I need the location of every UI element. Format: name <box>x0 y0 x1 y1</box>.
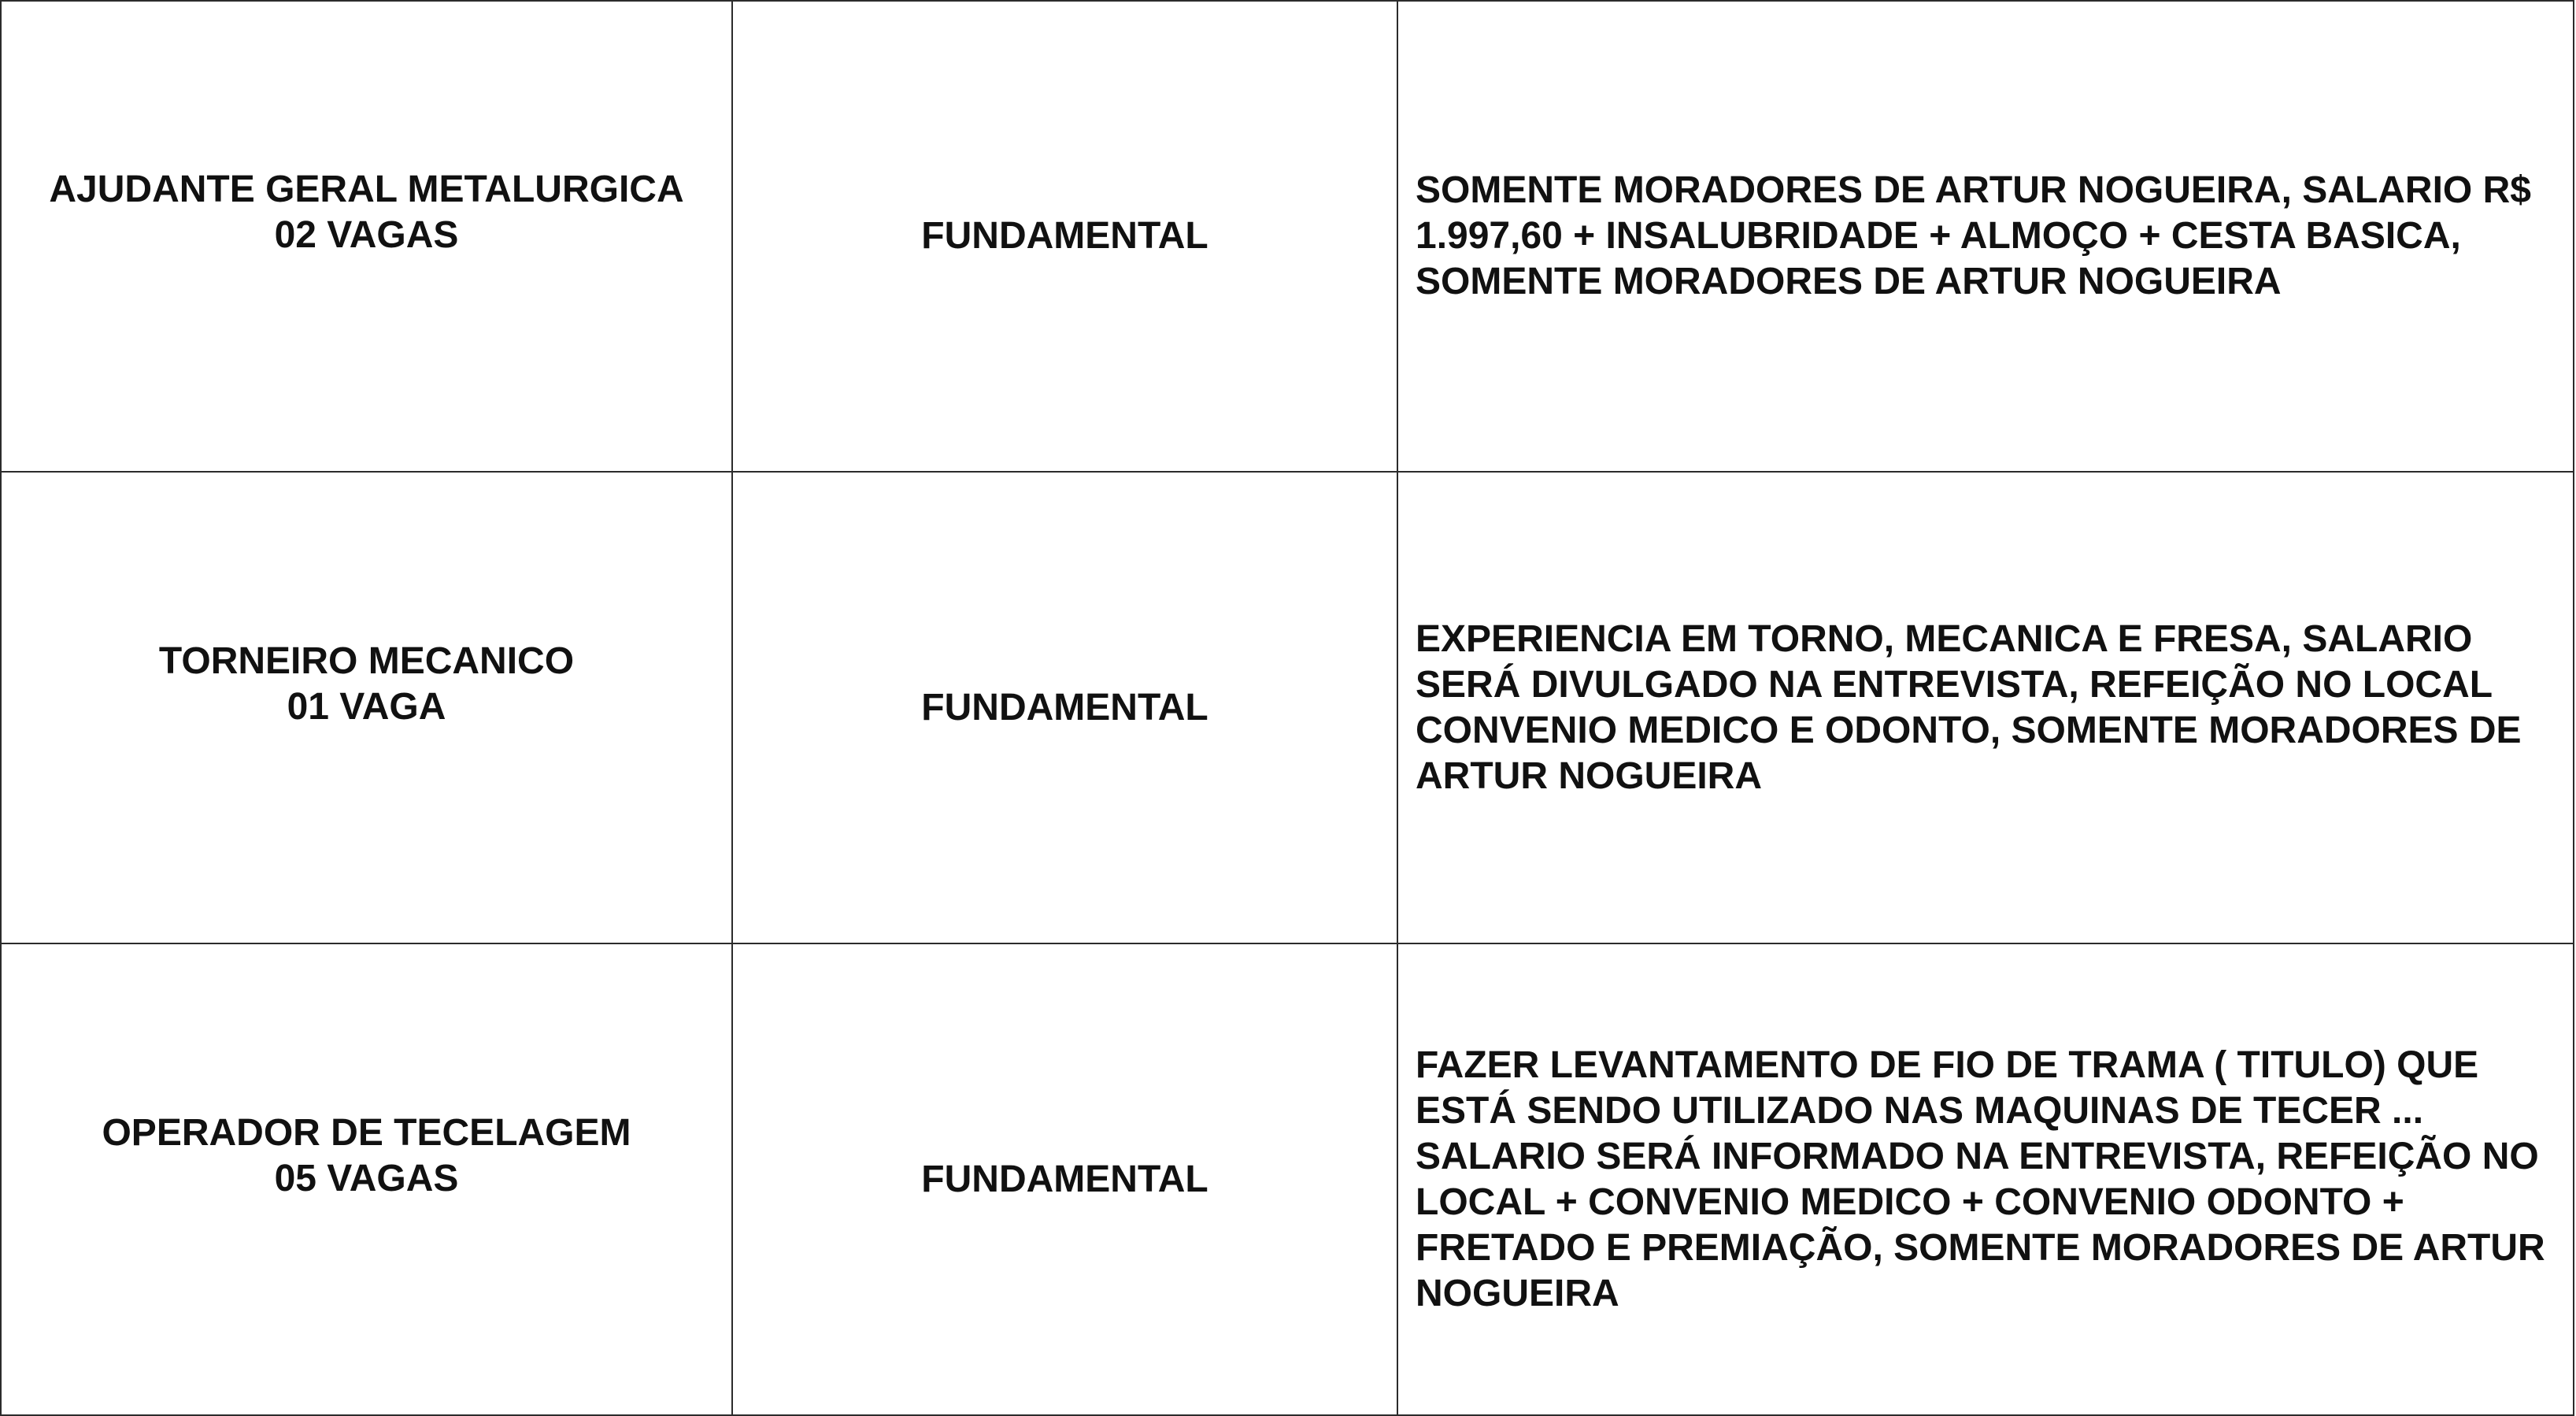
job-title: AJUDANTE GERAL METALURGICA <box>49 169 684 210</box>
table-row <box>1 472 2574 943</box>
table-row <box>1 943 2574 1415</box>
table-row <box>1 1 2574 472</box>
job-title: TORNEIRO MECANICO <box>158 639 575 682</box>
education-level: FUNDAMENTAL <box>732 472 1397 943</box>
job-title: OPERADOR DE TECELAGEM <box>102 1111 631 1154</box>
job-vacancies: 05 VAGAS <box>274 1157 459 1199</box>
education-level: FUNDAMENTAL <box>732 1 1397 472</box>
job-description: EXPERIENCIA EM TORNO, MECANICA E FRESA, SALARIO SERÁ DIVULGADO NA ENTREVISTA, REFEIÇÃO NO LOCAL CONVENIO MEDICO E ODONTO, SOMENTE MORADORES DE ARTUR NOGUEIRA <box>1397 472 2574 943</box>
job-vacancies: 01 VAGA <box>287 685 446 728</box>
job-title-cell <box>1 1 732 472</box>
job-title-cell <box>1 472 732 943</box>
job-description: FAZER LEVANTAMENTO DE FIO DE TRAMA ( TITULO) QUE ESTÁ SENDO UTILIZADO NAS MAQUINAS DE TECER ... SALARIO SERÁ INFORMADO NA ENTREVISTA, REFEIÇÃO NO LOCAL + CONVENIO MEDICO + CONVENIO ODONTO + FRETADO E PREMIAÇÃO, SOMENTE MORADORES DE ARTUR NOGUEIRA <box>1397 943 2574 1415</box>
job-description: SOMENTE MORADORES DE ARTUR NOGUEIRA, SALARIO R$ 1.997,60 + INSALUBRIDADE + ALMOÇO + CESTA BASICA, SOMENTE MORADORES DE ARTUR NOGUEIRA <box>1397 1 2574 472</box>
education-level: FUNDAMENTAL <box>732 943 1397 1415</box>
job-vacancies: 02 VAGAS <box>274 214 459 256</box>
job-title-cell <box>1 943 732 1415</box>
